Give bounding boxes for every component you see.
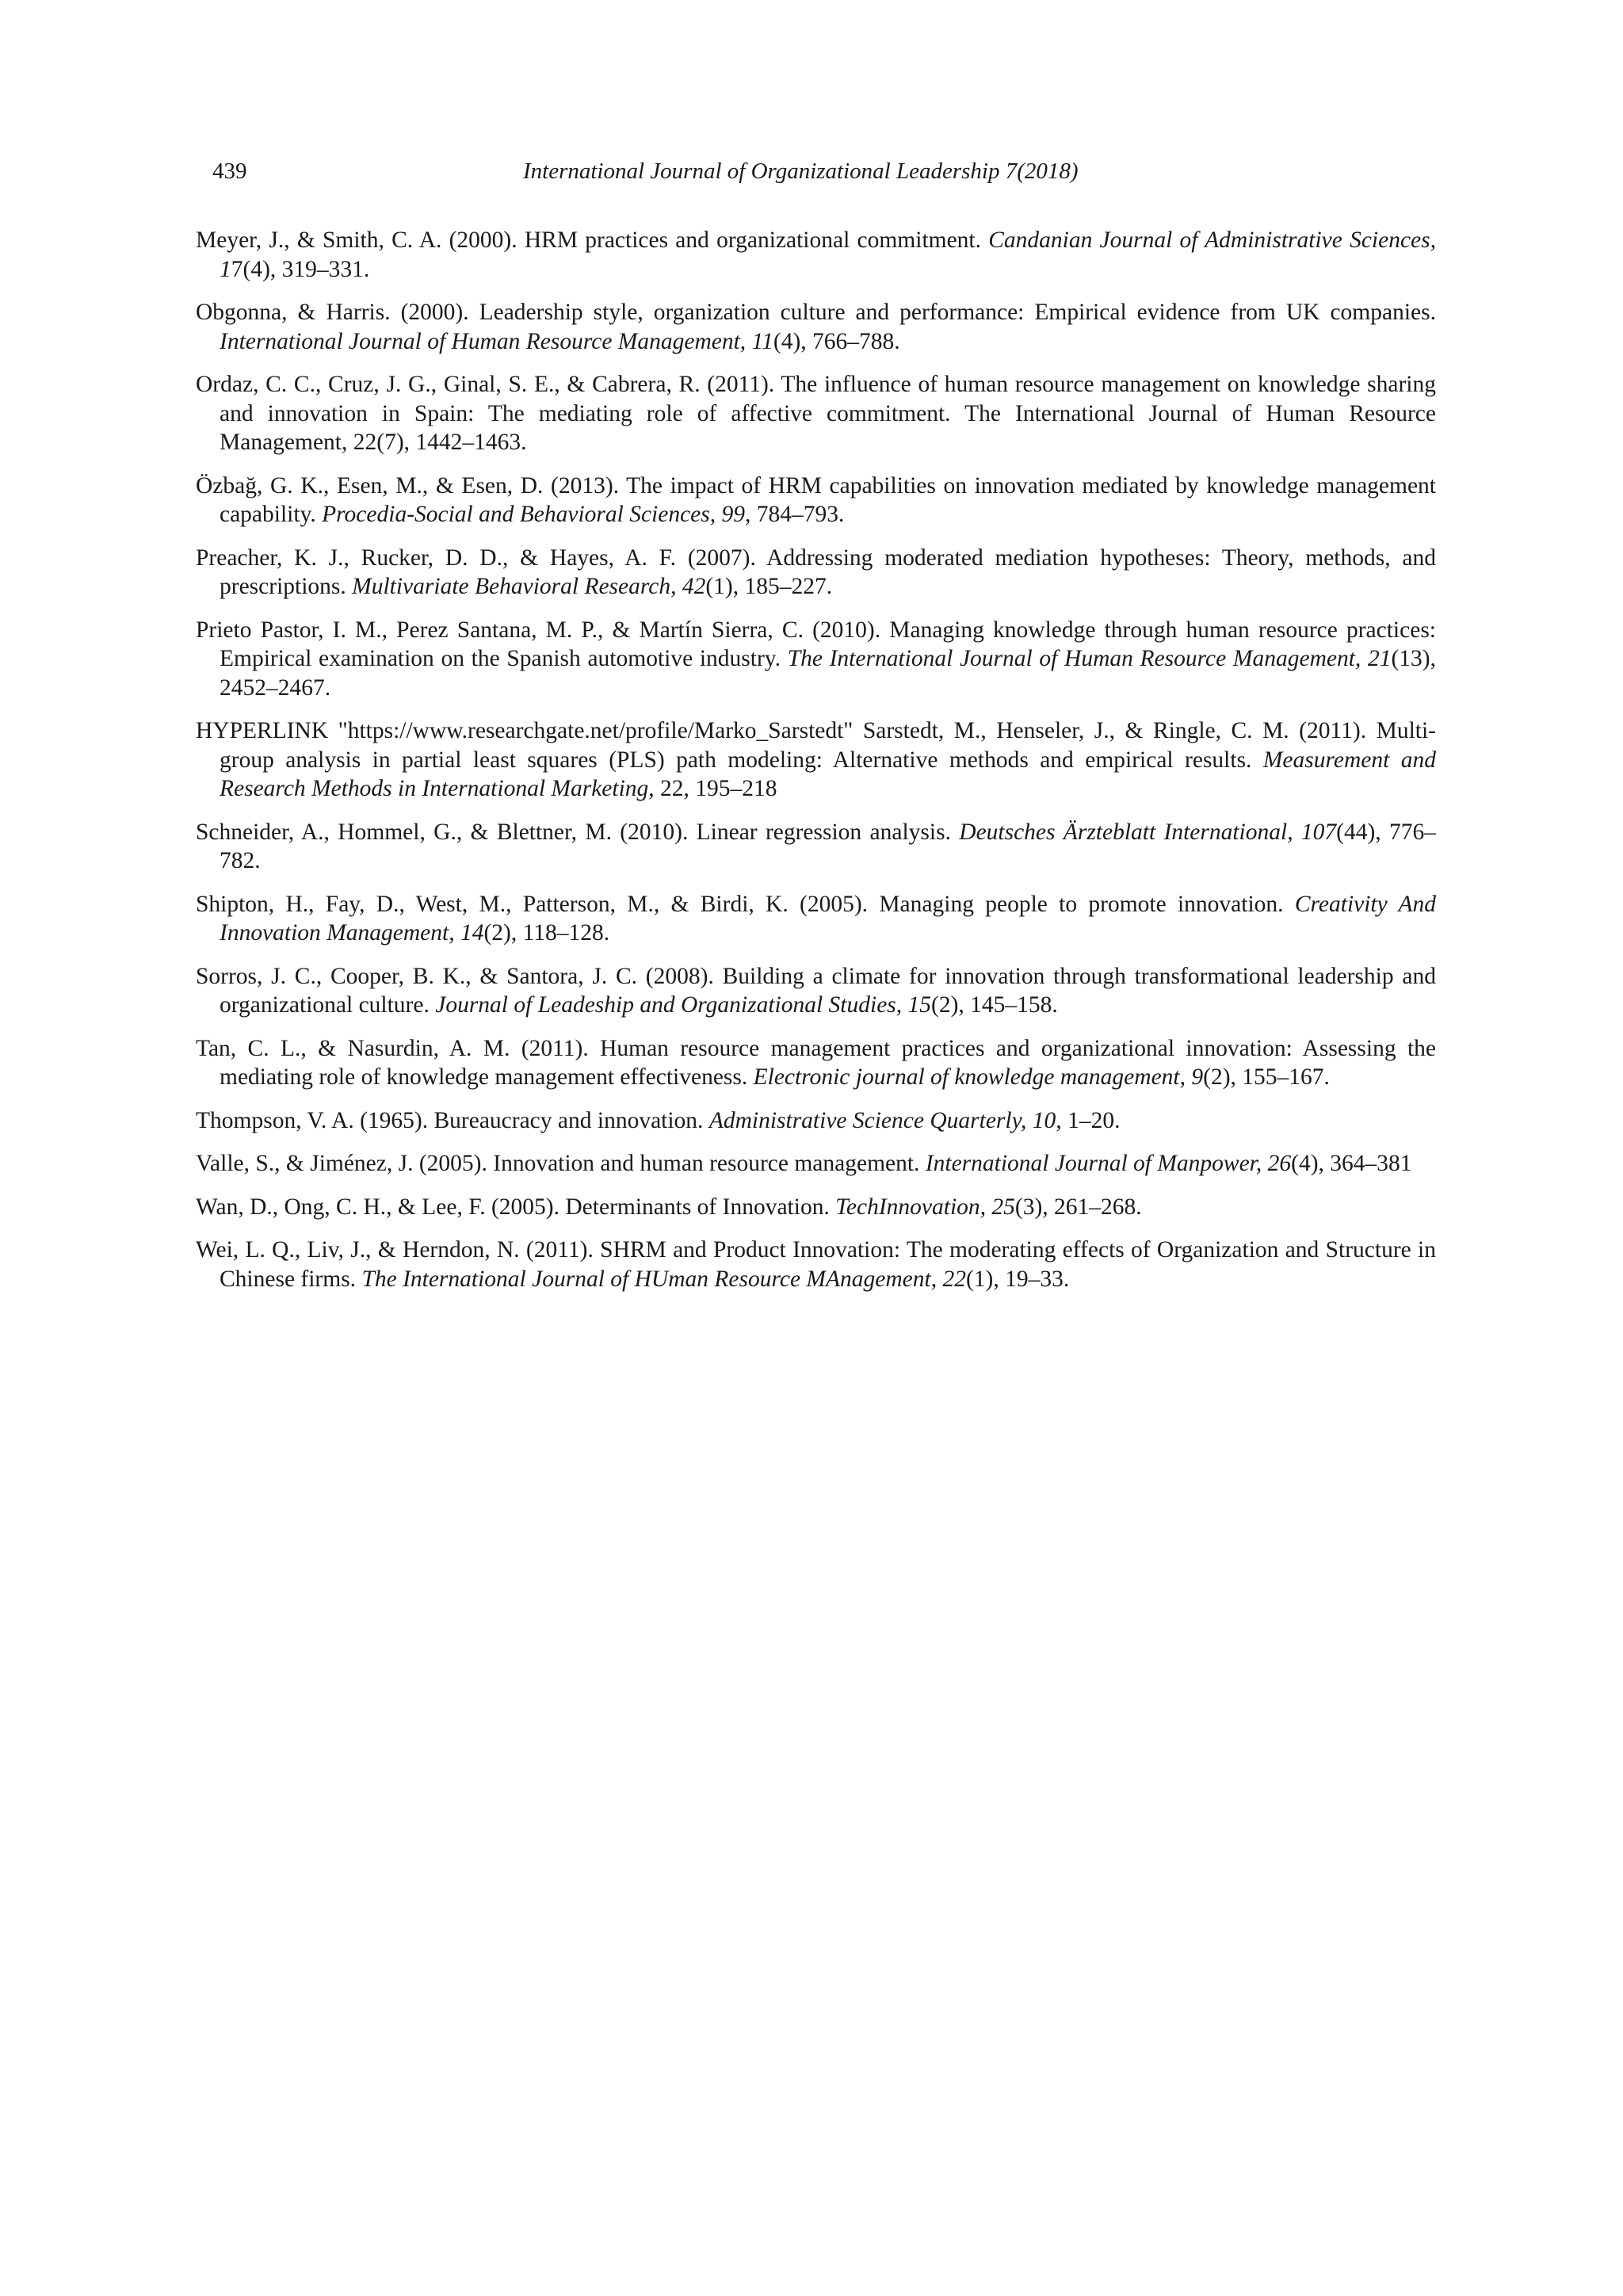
reference-item (196, 472, 1436, 529)
reference-text: Thompson, V. A. (1965). Bureaucracy and innovation. (196, 1107, 709, 1133)
reference-source: Electronic journal of knowledge management, 9 (753, 1064, 1204, 1090)
page-number: 439 (212, 159, 247, 184)
reference-details: 7(4), 319–331. (231, 256, 370, 282)
reference-source: Journal of Leadeship and Organizational Studies, 15 (435, 992, 932, 1018)
reference-source: International Journal of Manpower, 26 (925, 1151, 1292, 1176)
reference-item (196, 1236, 1436, 1293)
reference-item (196, 298, 1436, 356)
reference-item (196, 1034, 1436, 1092)
reference-text: Özbağ, G. K., Esen, M., & Esen, D. (2013). The impact of HRM capabilities on innovation mediated by knowledge management capability. (196, 472, 1436, 527)
reference-text: Obgonna, & Harris. (2000). Leadership style, organization culture and performance: Empirical evidence from UK companies. (196, 300, 1436, 325)
reference-text: Meyer, J., & Smith, C. A. (2000). HRM practices and organizational commitment. (196, 227, 989, 253)
reference-item (196, 818, 1436, 876)
reference-text: Ordaz, C. C., Cruz, J. G., Ginal, S. E., & Cabrera, R. (2011). The influence of human resource management on knowledge sharing and innovation in Spain: The mediating role of affective commitment. The International Journal of Human Resource Management, 22(7), 1442–1463. (196, 372, 1436, 455)
journal-title: International Journal of Organizational Leadership 7(2018) (523, 159, 1079, 184)
reference-item (196, 1149, 1436, 1179)
reference-text: Sorros, J. C., Cooper, B. K., & Santora, J. C. (2008). Building a climate for innovation through transformational leadership and organizational culture. (196, 963, 1436, 1018)
reference-details: (2), 145–158. (931, 992, 1058, 1018)
reference-text: Valle, S., & Jiménez, J. (2005). Innovation and human resource management. (196, 1151, 926, 1176)
reference-text: Shipton, H., Fay, D., West, M., Patterson, M., & Birdi, K. (2005). Managing people to promote innovation. (196, 891, 1295, 917)
reference-details: (2), 155–167. (1203, 1064, 1330, 1090)
reference-source: Procedia-Social and Behavioral Sciences, 99 (322, 502, 746, 527)
reference-item (196, 544, 1436, 602)
reference-item (196, 226, 1436, 284)
reference-details: (4), 766–788. (773, 328, 900, 354)
reference-text: Preacher, K. J., Rucker, D. D., & Hayes, A. F. (2007). Addressing moderated mediation hypotheses: Theory, methods, and prescriptions. (196, 544, 1436, 599)
reference-item (196, 1106, 1436, 1136)
reference-details: , 1–20. (1056, 1107, 1121, 1133)
reference-details: (13), 2452–2467. (220, 646, 1436, 701)
reference-details: (1), 19–33. (965, 1266, 1070, 1292)
reference-item (196, 962, 1436, 1020)
reference-details: (44), 776–782. (220, 819, 1437, 873)
reference-source: The International Journal of HUman Resource MAnagement, 22 (361, 1266, 966, 1292)
reference-source: Administrative Science Quarterly, 10 (708, 1107, 1056, 1133)
reference-details: (3), 261–268. (1014, 1194, 1142, 1220)
reference-text: HYPERLINK "https://www.researchgate.net/profile/Marko_Sarstedt" Sarstedt, M., Henseler, J., & Ringle, C. M. (2011). Multi-group analysis in partial least squares (PLS) path modeling: Alternative methods and empirical results. (196, 718, 1436, 773)
reference-item (196, 370, 1436, 457)
reference-details: (1), 185–227. (705, 574, 833, 599)
reference-list (196, 226, 1436, 1308)
reference-text: Wan, D., Ong, C. H., & Lee, F. (2005). Determinants of Innovation. (196, 1194, 836, 1220)
reference-details: (4), 364–381 (1291, 1151, 1412, 1176)
reference-details: , 784–793. (745, 502, 845, 527)
reference-source: International Journal of Human Resource Management, 11 (220, 328, 773, 354)
reference-source: Creativity And Innovation Management, 14 (220, 891, 1436, 946)
reference-item (196, 1193, 1436, 1222)
reference-source: Candanian Journal of Administrative Sciences, 1 (220, 227, 1436, 282)
reference-item (196, 616, 1436, 703)
reference-text: Wei, L. Q., Liv, J., & Herndon, N. (2011). SHRM and Product Innovation: The moderating effects of Organization and Structure in Chinese firms. (196, 1237, 1436, 1292)
reference-source: The International Journal of Human Resource Management, 21 (787, 646, 1392, 671)
reference-text: Tan, C. L., & Nasurdin, A. M. (2011). Human resource management practices and organizational innovation: Assessing the mediating role of knowledge management effectiveness. (196, 1035, 1436, 1090)
reference-source: Deutsches Ärzteblatt International, 107 (959, 819, 1337, 845)
reference-source: Multivariate Behavioral Research, 42 (352, 574, 706, 599)
reference-text: Schneider, A., Hommel, G., & Blettner, M. (2010). Linear regression analysis. (196, 819, 960, 845)
reference-details: (2), 118–128. (483, 920, 610, 946)
reference-text: Prieto Pastor, I. M., Perez Santana, M. P., & Martín Sierra, C. (2010). Managing knowledge through human resource practices: Empirical examination on the Spanish automotive industry. (196, 617, 1436, 671)
reference-item (196, 890, 1436, 948)
reference-source: Measurement and Research Methods in International Marketing (220, 747, 1436, 801)
reference-item (196, 716, 1436, 804)
page-header (212, 155, 1441, 187)
reference-source: TechInnovation, 25 (835, 1194, 1015, 1220)
reference-details: , 22, 195–218 (648, 776, 777, 801)
